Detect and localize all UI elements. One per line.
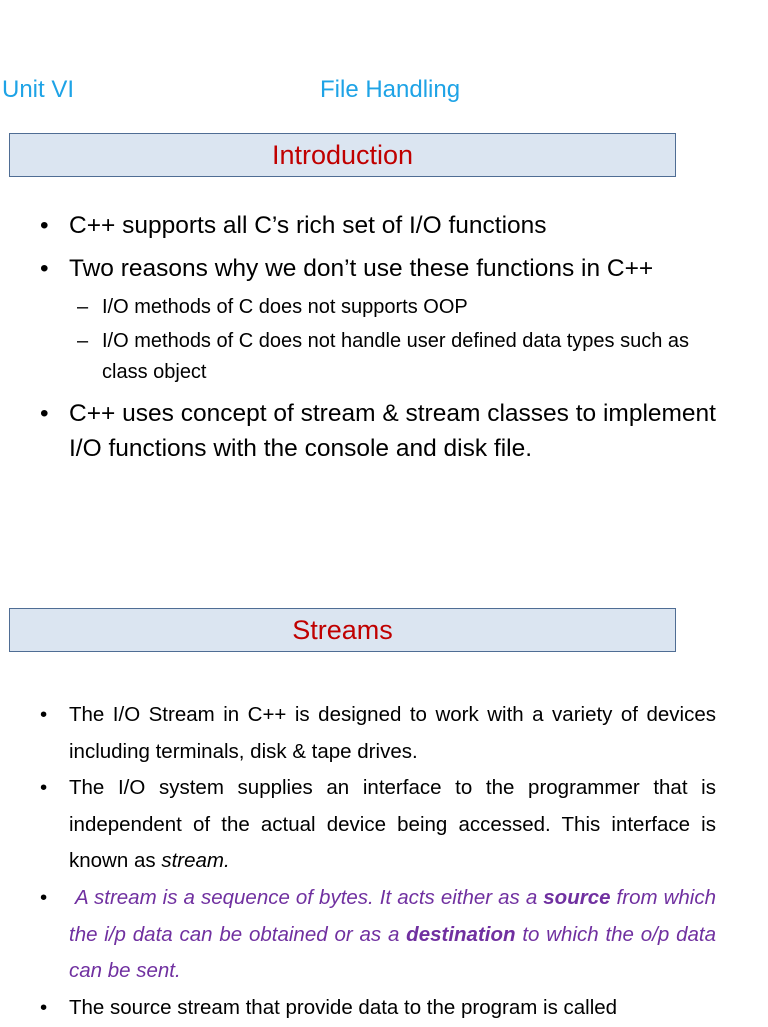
dash-icon: – xyxy=(77,296,89,318)
bullet-text: Two reasons why we don’t use these functions in C++ xyxy=(69,255,654,282)
bullet-text xyxy=(69,770,716,880)
bullet-icon: • xyxy=(40,255,49,282)
sub-list-item xyxy=(77,292,716,323)
bullet-text: C++ supports all C’s rich set of I/O functions xyxy=(69,212,547,239)
document-title: File Handling xyxy=(320,76,461,103)
list-item xyxy=(40,208,716,243)
list-item xyxy=(40,251,716,286)
source-term: source xyxy=(543,886,611,909)
list-item xyxy=(40,697,716,771)
unit-label: Unit VI xyxy=(2,76,75,103)
sub-list-item xyxy=(77,326,716,388)
bullet-icon: • xyxy=(40,996,48,1019)
bullet-text-main: The I/O system supplies an interface to the programmer that is independent of the actual device being accessed. This interface is known as xyxy=(69,776,716,873)
introduction-heading-box xyxy=(9,133,676,177)
bullet-text: The source stream that provide data to the program is called xyxy=(69,996,618,1019)
bullet-text: C++ uses concept of stream & stream classes to implement I/O functions with the console and disk file. xyxy=(69,400,716,462)
destination-term: destination xyxy=(406,922,516,946)
bullet-icon: • xyxy=(40,400,49,427)
bullet-icon: • xyxy=(40,212,49,239)
introduction-heading: Introduction xyxy=(271,139,414,170)
stream-definition xyxy=(69,880,716,990)
list-item xyxy=(40,396,716,501)
bullet-icon: • xyxy=(40,886,48,909)
dash-icon: – xyxy=(77,330,89,352)
stream-term: stream. xyxy=(161,849,230,873)
sub-bullet-text: I/O methods of C does not supports OOP xyxy=(102,296,468,318)
bullet-icon: • xyxy=(40,776,48,799)
list-item xyxy=(40,880,716,990)
list-item xyxy=(40,990,716,1026)
definition-part: from which the i/p data can be obtained or as a xyxy=(69,886,716,946)
bullet-text: The I/O Stream in C++ is designed to work with a variety of devices including terminals, disk & tape drives. xyxy=(69,703,716,763)
sub-bullet-text: I/O methods of C does not handle user defined data types such as class object xyxy=(102,330,690,383)
bullet-icon: • xyxy=(40,703,48,726)
list-item xyxy=(40,770,716,880)
definition-part: to which the o/p data can be sent. xyxy=(69,922,716,983)
streams-heading: Streams xyxy=(292,614,393,645)
streams-heading-box xyxy=(9,608,676,652)
definition-part: A stream is a sequence of bytes. It acts either as a xyxy=(75,886,544,909)
